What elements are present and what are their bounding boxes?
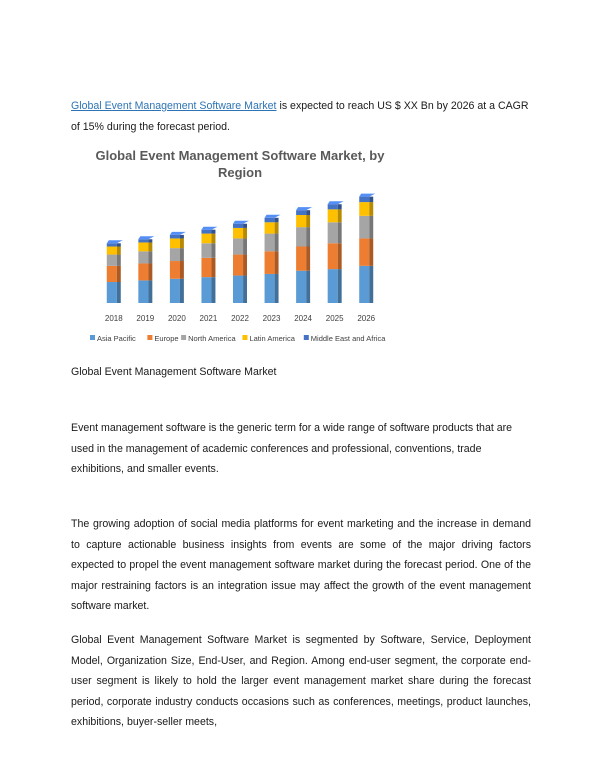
bar-segment-middle-east-and-africa-2026 [359,194,375,202]
bar-segment-middle-east-and-africa-2020 [170,232,186,239]
x-tick-label: 2022 [231,314,249,323]
chart-title-line-1: Global Event Management Software Market, by [95,148,385,163]
bar-segment-latin-america-2025 [328,209,342,222]
bar-segment-europe-2022 [233,255,247,276]
bar-segment-north-america-2021 [201,243,215,258]
bar-segment-asia-pacific-2019 [138,280,152,303]
bar-segment-latin-america-2018 [107,247,121,255]
bar-segment-north-america-2018 [107,255,121,266]
legend-label: Asia Pacific [97,334,136,343]
bar-segment-asia-pacific-2025 [328,269,342,303]
bar-segment-middle-east-and-africa-2018 [107,240,123,246]
legend-swatch [181,335,186,340]
legend-swatch [147,335,152,340]
x-tick-label: 2025 [325,314,344,323]
bar-segment-latin-america-2021 [201,234,215,244]
bar-segment-north-america-2020 [170,248,184,261]
bar-segment-latin-america-2022 [233,228,247,238]
paragraph-drivers: The growing adoption of social media platforms for event marketing and the increase in demand to capture actionable business insights from events are some of the major driving factors expected to propel the event management software market during the forecast period. One of the major restraining factors is an integration issue may affect the growth of the event management software market. [71,518,531,612]
legend-swatch [242,335,247,340]
bar-segment-latin-america-2019 [138,242,152,251]
bar-segment-north-america-2019 [138,251,152,263]
bar-segment-asia-pacific-2023 [265,274,279,303]
legend-swatch [304,335,309,340]
bar-segment-europe-2026 [359,238,373,265]
bar-segment-europe-2019 [138,263,152,280]
legend-swatch [90,335,95,340]
stacked-bar-chart [70,140,415,355]
bar-segment-latin-america-2024 [296,215,310,227]
bar-segment-middle-east-and-africa-2023 [265,215,281,223]
legend-label: Middle East and Africa [310,334,386,343]
legend-item [90,334,136,343]
bar-segment-latin-america-2020 [170,238,184,248]
legend-item [242,334,295,343]
x-tick-label: 2018 [104,314,123,323]
intro-paragraph [71,96,531,137]
bar-segment-europe-2021 [201,258,215,277]
legend-label: North America [188,334,236,343]
bar-segment-middle-east-and-africa-2022 [233,221,249,228]
bar-segment-middle-east-and-africa-2024 [296,207,312,215]
bar-segment-asia-pacific-2018 [107,282,121,303]
legend-label: Latin America [249,334,295,343]
legend-item [181,334,236,343]
bar-segment-europe-2020 [170,261,184,279]
bar-segment-north-america-2025 [328,222,342,243]
bar-segment-latin-america-2023 [265,222,279,233]
bar-segment-north-america-2024 [296,227,310,246]
bar-segment-middle-east-and-africa-2025 [328,201,344,209]
bar-segment-asia-pacific-2024 [296,271,310,303]
bar-segment-asia-pacific-2020 [170,279,184,303]
bar-segment-asia-pacific-2022 [233,276,247,303]
bar-segment-north-america-2023 [265,234,279,252]
x-tick-label: 2019 [136,314,155,323]
intro-rest-text: is expected to reach US $ XX Bn by 2026 at a CAGR of 15% during the forecast period. [71,100,529,133]
x-tick-label: 2021 [199,314,218,323]
x-tick-label: 2020 [167,314,186,323]
bar-segment-north-america-2026 [359,216,373,239]
figure-caption: Global Event Management Software Market [71,366,277,378]
chart-title [96,148,386,180]
market-link[interactable]: Global Event Management Software Market [71,100,277,112]
bar-segment-asia-pacific-2021 [201,277,215,303]
legend-label: Europe [154,334,179,343]
bar-segment-north-america-2022 [233,238,247,254]
chart-title-line-2: Region [217,165,263,180]
x-tick-label: 2026 [357,314,376,323]
bar-segment-asia-pacific-2026 [359,266,373,303]
bar-segment-europe-2024 [296,247,310,271]
bar-segment-europe-2025 [328,243,342,269]
legend-item [147,334,178,343]
bar-segment-europe-2023 [265,251,279,274]
paragraph-segmentation: Global Event Management Software Market is segmented by Software, Service, Deployment Model, Organization Size, End-User, and Region. Among end-user segment, the corporate end-user segment is likely to hold the larger event management market share during the forecast period, corporate industry conducts occasions such as conferences, meetings, product launches, exhibitions, buyer-seller meets, [71,634,531,728]
x-tick-label: 2024 [294,314,313,323]
paragraph-definition: Event management software is the generic term for a wide range of software products that are used in the management of academic conferences and professional, conventions, trade exhibitions, and smaller events. [71,422,513,475]
bar-segment-middle-east-and-africa-2021 [201,227,217,234]
x-tick-label: 2023 [262,314,281,323]
bar-segment-europe-2018 [107,266,121,282]
legend-item [304,334,386,343]
bar-segment-latin-america-2026 [359,202,373,216]
chart-figure [70,140,415,355]
bar-segment-middle-east-and-africa-2019 [138,236,154,242]
